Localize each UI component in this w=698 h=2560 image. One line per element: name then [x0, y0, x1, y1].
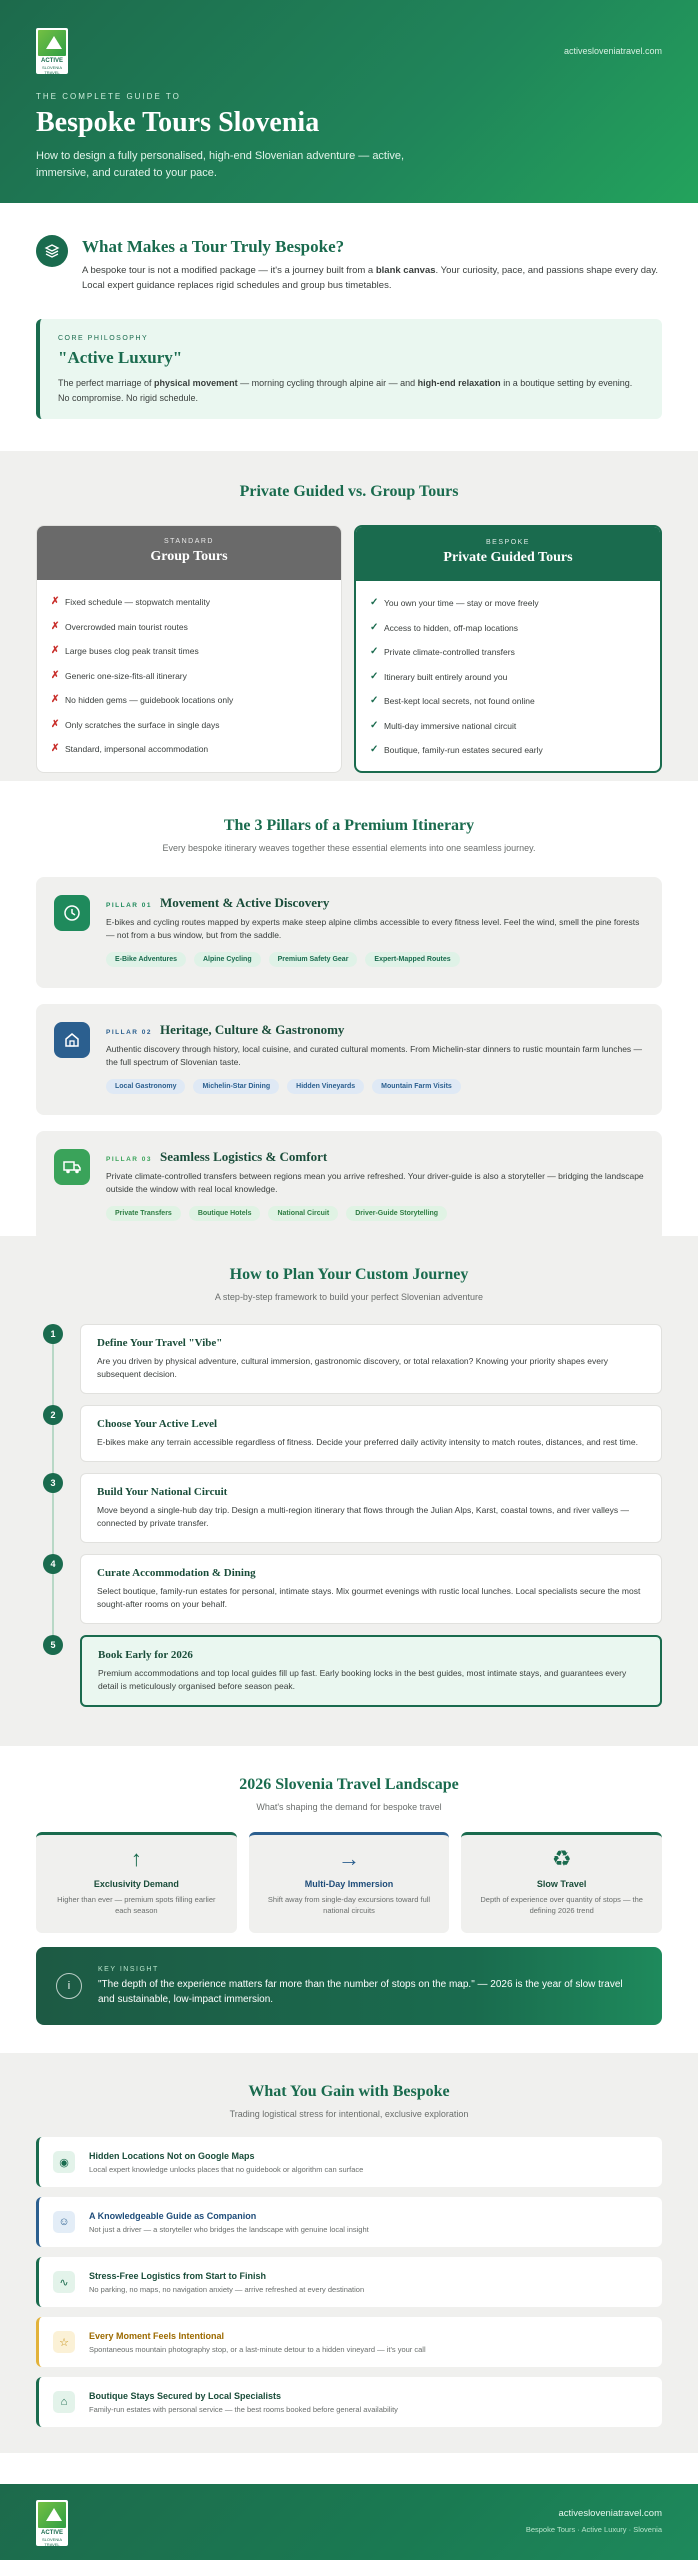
tag-chip: Driver-Guide Storytelling — [346, 1206, 447, 1221]
tag-chip: Private Transfers — [106, 1206, 181, 1221]
info-icon: i — [56, 1973, 82, 1999]
step-number: 3 — [43, 1473, 63, 1493]
card-title: Group Tours — [150, 549, 228, 564]
key-insight-banner — [36, 1947, 662, 2025]
plan-step — [36, 1324, 662, 1394]
list-item — [51, 713, 327, 738]
list-item — [51, 688, 327, 713]
insight-label: KEY INSIGHT — [98, 1965, 159, 1973]
cross-icon: ✗ — [51, 743, 60, 755]
list-item — [370, 689, 646, 714]
star-icon: ☆ — [53, 2331, 75, 2353]
recycle-icon: ♻ — [551, 1846, 572, 1871]
benefit-item — [36, 2197, 662, 2247]
step-title: Book Early for 2026 — [98, 1649, 193, 1661]
list-item — [51, 737, 327, 762]
card-label: STANDARD — [164, 538, 214, 545]
clock-icon — [54, 895, 90, 931]
pillar-title-row — [106, 1022, 644, 1038]
plan-step — [36, 1554, 662, 1624]
logo-text: ACTIVE — [40, 2530, 63, 2536]
list-item — [370, 591, 646, 616]
pillar-card — [36, 877, 662, 988]
list-item-text: Generic one-size-fits-all itinerary — [65, 670, 187, 681]
cross-icon: ✗ — [51, 694, 60, 706]
pillar-label: PILLAR 01 — [106, 902, 153, 909]
list-item — [51, 639, 327, 664]
pillar-title: Heritage, Culture & Gastronomy — [160, 1022, 345, 1037]
cross-icon: ✗ — [51, 669, 60, 681]
check-icon: ✓ — [370, 646, 379, 658]
list-item-text: Fixed schedule — stopwatch mentality — [65, 597, 211, 608]
list-item-text: Itinerary built entirely around you — [384, 671, 508, 682]
pillar-body — [106, 1149, 644, 1242]
group-tours-card — [36, 525, 342, 773]
section-subtitle: Every bespoke itinerary weaves together these essential elements into one seamless journey. — [162, 843, 536, 853]
pillar-description: Private climate-controlled transfers between regions mean you arrive refreshed. Your driver-guide is also a storyteller — bridging the landscape outside the window with real local knowledge. — [106, 1171, 644, 1194]
tag-chip: E-Bike Adventures — [106, 952, 186, 967]
list-item — [370, 714, 646, 739]
section-subtitle: A step-by-step framework to build your perfect Slovenian adventure — [214, 1292, 484, 1302]
list-item — [51, 664, 327, 689]
check-icon: ✓ — [370, 719, 379, 731]
trend-title: Slow Travel — [536, 1879, 587, 1889]
benefit-title: Hidden Locations Not on Google Maps — [89, 2150, 255, 2161]
trend-title: Exclusivity Demand — [93, 1879, 179, 1889]
bespoke-lead: A bespoke tour is not a modified package — it's a journey built from a blank canvas. Your curiosity, pace, and passions shape every day. Local expert guidance replaces rigid schedules and group bus timetables. — [82, 265, 659, 291]
section-heading: The 3 Pillars of a Premium Itinerary — [223, 817, 475, 834]
tag-chip: Mountain Farm Visits — [372, 1079, 461, 1094]
pillar-tags — [106, 1079, 644, 1094]
tag-chip: Alpine Cycling — [194, 952, 261, 967]
step-description: Select boutique, family-run estates for personal, intimate stays. Mix gourmet evenings with rustic local lunches. Local specialists secure the most sought-after rooms on your behalf. — [97, 1586, 641, 1609]
landscape-section — [0, 1746, 698, 2053]
hero-eyebrow: THE COMPLETE GUIDE TO — [36, 92, 181, 101]
plan-step — [36, 1635, 662, 1707]
card-title: Private Guided Tours — [443, 550, 573, 565]
check-icon: ✓ — [370, 744, 379, 756]
list-item — [51, 615, 327, 640]
benefit-item — [36, 2377, 662, 2427]
card-label: BESPOKE — [486, 539, 530, 546]
comparison-section — [0, 451, 698, 781]
benefit-description: Spontaneous mountain photography stop, or a last-minute detour to a hidden vineyard — it's your call — [89, 2344, 426, 2354]
private-tours-card — [354, 525, 662, 773]
benefit-text — [89, 2331, 426, 2354]
list-item-text: You own your time — stay or move freely — [384, 598, 539, 609]
benefit-title: Every Moment Feels Intentional — [89, 2330, 225, 2341]
philosophy-title: "Active Luxury" — [58, 348, 183, 367]
list-item-text: No hidden gems — guidebook locations only — [65, 695, 234, 706]
benefit-title: Boutique Stays Secured by Local Specialists — [89, 2390, 282, 2401]
list-item-text: Standard, impersonal accommodation — [65, 744, 209, 755]
section-heading: Private Guided vs. Group Tours — [239, 483, 459, 500]
benefit-description: Not just a driver — a storyteller who bridges the landscape with genuine local insight — [89, 2224, 369, 2234]
tag-chip: Boutique Hotels — [189, 1206, 261, 1221]
check-icon: ✓ — [370, 597, 379, 609]
step-number: 5 — [43, 1635, 63, 1655]
trend-description: Higher than ever — premium spots filling earlier each season — [57, 1895, 216, 1915]
list-item-text: Only scratches the surface in single days — [65, 719, 220, 730]
pillar-label: PILLAR 03 — [106, 1156, 153, 1163]
list-item-text: Overcrowded main tourist routes — [65, 621, 188, 632]
home-icon: ⌂ — [53, 2391, 75, 2413]
section-heading: How to Plan Your Custom Journey — [229, 1266, 469, 1283]
step-card — [80, 1324, 662, 1394]
step-card — [80, 1473, 662, 1543]
pillar-tags — [106, 1206, 644, 1221]
step-card — [80, 1405, 662, 1462]
pillar-card — [36, 1131, 662, 1242]
benefit-description: Local expert knowledge unlocks places that no guidebook or algorithm can surface — [89, 2164, 364, 2174]
benefit-description: Family-run estates with personal service — the best rooms booked before general availability — [89, 2404, 398, 2414]
step-card — [80, 1554, 662, 1624]
cross-icon: ✗ — [51, 645, 60, 657]
tag-chip: National Circuit — [268, 1206, 338, 1221]
step-title: Curate Accommodation & Dining — [97, 1567, 256, 1579]
brand-logo[interactable] — [36, 2500, 68, 2546]
page-title: Bespoke Tours Slovenia — [36, 107, 320, 138]
tag-chip: Expert-Mapped Routes — [365, 952, 459, 967]
benefit-text — [89, 2271, 364, 2294]
step-title: Define Your Travel "Vibe" — [97, 1337, 223, 1349]
bespoke-section — [0, 203, 698, 443]
step-number: 1 — [43, 1324, 63, 1344]
philosophy-callout — [36, 319, 662, 419]
list-item — [370, 616, 646, 641]
step-title: Build Your National Circuit — [97, 1486, 228, 1498]
pillar-title: Movement & Active Discovery — [160, 895, 330, 910]
site-url[interactable]: activesloveniatravel.com — [563, 46, 662, 56]
tag-chip: Michelin-Star Dining — [193, 1079, 279, 1094]
check-icon: ✓ — [370, 695, 379, 707]
arrow-up-icon: ↑ — [130, 1846, 142, 1871]
trend-card — [36, 1832, 237, 1933]
pillar-description: E-bikes and cycling routes mapped by experts make steep alpine climbs accessible to every fitness level. Feel the wind, smell the pine forests — not from a bus window, but from the saddle. — [106, 917, 640, 940]
step-description: E-bikes make any terrain accessible regardless of fitness. Decide your preferred daily activity intensity to match routes, distances, and rest time. — [97, 1437, 638, 1447]
benefit-title: A Knowledgeable Guide as Companion — [89, 2210, 257, 2221]
trend-card — [461, 1832, 662, 1933]
list-item — [51, 590, 327, 615]
list-item — [370, 738, 646, 763]
layers-icon — [36, 235, 68, 267]
check-icon: ✓ — [370, 621, 379, 633]
philosophy-text: The perfect marriage of physical movement — morning cycling through alpine air — and high-end relaxation in a boutique setting by evening. No compromise. No rigid schedule. — [58, 378, 633, 403]
footer — [0, 2484, 698, 2560]
benefit-text — [89, 2391, 398, 2414]
section-subtitle: Trading logistical stress for intentional, exclusive exploration — [229, 2109, 469, 2119]
trend-card — [249, 1832, 450, 1933]
philosophy-label: CORE PHILOSOPHY — [58, 335, 149, 342]
list-item-text: Best-kept local secrets, not found online — [384, 696, 535, 707]
pillar-body — [106, 1022, 644, 1115]
benefit-text — [89, 2211, 369, 2234]
benefit-text — [89, 2151, 363, 2174]
tag-chip: Local Gastronomy — [106, 1079, 185, 1094]
list-item-text: Access to hidden, off-map locations — [384, 622, 519, 633]
logo-subtext: SLOVENIA TRAVEL — [41, 65, 62, 75]
step-number: 2 — [43, 1405, 63, 1425]
trend-description: Shift away from single-day excursions toward full national circuits — [267, 1895, 431, 1915]
pillar-card — [36, 1004, 662, 1115]
home-icon — [54, 1022, 90, 1058]
step-number: 4 — [43, 1554, 63, 1574]
section-heading: What Makes a Tour Truly Bespoke? — [82, 237, 345, 256]
arrow-right-icon: → — [338, 1846, 360, 1871]
cross-icon: ✗ — [51, 620, 60, 632]
list-item-text: Private climate-controlled transfers — [384, 647, 515, 658]
trend-title: Multi-Day Immersion — [304, 1879, 394, 1889]
list-item — [370, 665, 646, 690]
pillar-title-row — [106, 895, 644, 911]
tag-chip: Premium Safety Gear — [269, 952, 358, 967]
list-item — [370, 640, 646, 665]
pillar-title-row — [106, 1149, 644, 1165]
logo-text: ACTIVE — [40, 58, 63, 64]
pillar-tags — [106, 952, 644, 967]
logo-subtext: SLOVENIA TRAVEL — [41, 2537, 62, 2547]
plan-step — [36, 1405, 662, 1462]
plan-step — [36, 1473, 662, 1543]
plan-section — [0, 1236, 698, 1746]
benefit-item — [36, 2317, 662, 2367]
benefit-description: No parking, no maps, no navigation anxiety — arrive refreshed at every destination — [89, 2284, 365, 2294]
pillar-title: Seamless Logistics & Comfort — [160, 1149, 328, 1164]
step-title: Choose Your Active Level — [97, 1418, 218, 1430]
benefit-item — [36, 2137, 662, 2187]
section-subtitle: What's shaping the demand for bespoke travel — [256, 1802, 442, 1812]
brand-logo[interactable] — [36, 28, 68, 74]
pillar-body — [106, 895, 644, 988]
check-icon: ✓ — [370, 670, 379, 682]
section-heading: 2026 Slovenia Travel Landscape — [239, 1776, 459, 1793]
pillars-section — [0, 781, 698, 1236]
trend-description: Depth of experience over quantity of stops — the defining 2026 trend — [480, 1895, 643, 1915]
cross-icon: ✗ — [51, 596, 60, 608]
step-card — [80, 1635, 662, 1707]
pillar-description: Authentic discovery through history, local cuisine, and curated cultural moments. From Michelin-star dinners to rustic mountain farm lunches — the full spectrum of Slovenian taste. — [106, 1044, 643, 1067]
tag-chip: Hidden Vineyards — [287, 1079, 364, 1094]
footer-url[interactable]: activesloveniatravel.com — [558, 2508, 662, 2519]
list-item-text: Large buses clog peak transit times — [65, 646, 199, 657]
step-description: Premium accommodations and top local guides fill up fast. Early booking locks in the best guides, most intimate stays, and guarantees every detail is meticulously organised before season peak. — [98, 1668, 627, 1691]
list-item-text: Boutique, family-run estates secured early — [384, 745, 543, 756]
step-description: Move beyond a single-hub day trip. Design a multi-region itinerary that flows through the Julian Alps, Karst, coastal towns, and river valleys — connected by private transfer. — [97, 1505, 629, 1528]
benefit-title: Stress-Free Logistics from Start to Finish — [89, 2270, 267, 2281]
activity-icon: ∿ — [53, 2271, 75, 2293]
cross-icon: ✗ — [51, 718, 60, 730]
mountain-icon — [38, 2502, 66, 2528]
map-pin-icon: ◉ — [53, 2151, 75, 2173]
truck-icon — [54, 1149, 90, 1185]
benefit-item — [36, 2257, 662, 2307]
step-description: Are you driven by physical adventure, cultural immersion, gastronomic discovery, or total relaxation? Knowing your priority shapes every subsequent decision. — [97, 1356, 609, 1379]
gains-section — [0, 2053, 698, 2453]
pillar-label: PILLAR 02 — [106, 1029, 153, 1036]
mountain-icon — [38, 30, 66, 56]
insight-text: "The depth of the experience matters far more than the number of stops on the map." — 2026 is the year of slow travel and sustainable, low-impact immersion. — [98, 1978, 623, 2005]
hero-subtitle: How to design a fully personalised, high-end Slovenian adventure — active, immersive, and curated to your pace. — [36, 150, 405, 179]
section-heading: What You Gain with Bespoke — [248, 2083, 450, 2100]
footer-tagline: Bespoke Tours · Active Luxury · Slovenia — [525, 2525, 662, 2534]
hero-banner — [0, 0, 698, 203]
list-item-text: Multi-day immersive national circuit — [384, 720, 517, 731]
user-icon: ☺ — [53, 2211, 75, 2233]
